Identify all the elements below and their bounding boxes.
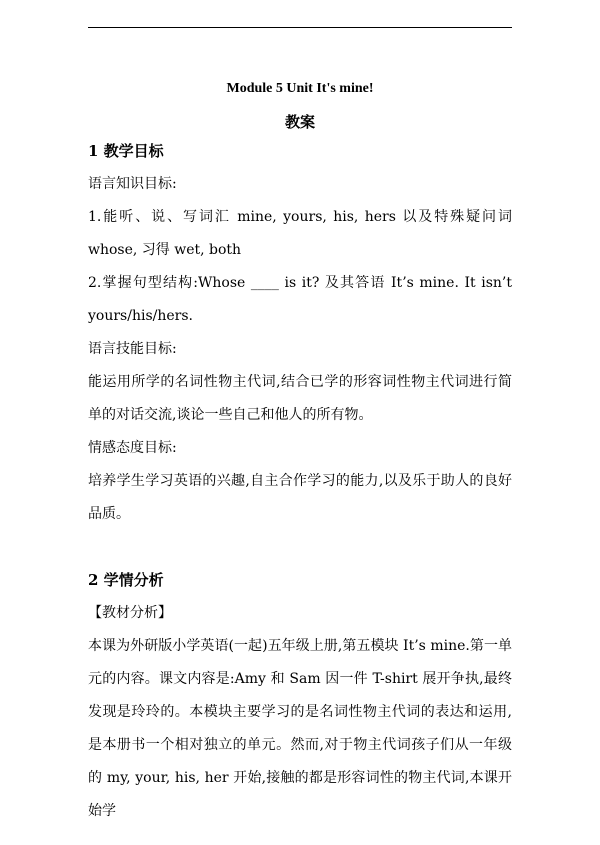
section-heading-analysis: 2 学情分析 [88, 571, 164, 589]
textbook-analysis-label: 【教材分析】 [88, 605, 172, 621]
objective-item-2: 2.掌握句型结构:Whose ____ is it? 及其答语 It’s mine. It isn’t yours/his/hers. [88, 275, 512, 324]
document-body [88, 78, 512, 828]
document-subtitle: 教案 [284, 113, 315, 131]
objective-item-1: 1.能听、说、写词汇 mine, yours, his, hers 以及特殊疑问词 whose, 习得 wet, both [88, 209, 512, 258]
textbook-analysis-text: 本课为外研版小学英语(一起)五年级上册,第五模块 It’s mine.第一单元的内容。课文内容是:Amy 和 Sam 因一件 T-shirt 展开争执,最终发现是玲玲的。本模块主要学习的是名词性物主代词的表达和运用,是本册书一个相对独立的单元。然而,对于物主代词孩子们从一年级的 my, your, his, her 开始,接触的都是形容词性的物主代词,本课开始学 [88, 638, 512, 819]
knowledge-objectives-label: 语言知识目标: [88, 176, 177, 192]
section-heading-objectives: 1 教学目标 [88, 142, 164, 160]
attitude-objectives-label: 情感态度目标: [88, 440, 177, 456]
document-title: Module 5 Unit It's mine! [226, 81, 374, 96]
header-rule [88, 27, 512, 28]
attitude-objectives-text: 培养学生学习英语的兴趣,自主合作学习的能力,以及乐于助人的良好品质。 [88, 473, 512, 522]
skill-objectives-text: 能运用所学的名词性物主代词,结合已学的形容词性物主代词进行简单的对话交流,谈论一些自己和他人的所有物。 [88, 374, 512, 423]
section-spacer [88, 531, 512, 564]
skill-objectives-label: 语言技能目标: [88, 341, 177, 357]
